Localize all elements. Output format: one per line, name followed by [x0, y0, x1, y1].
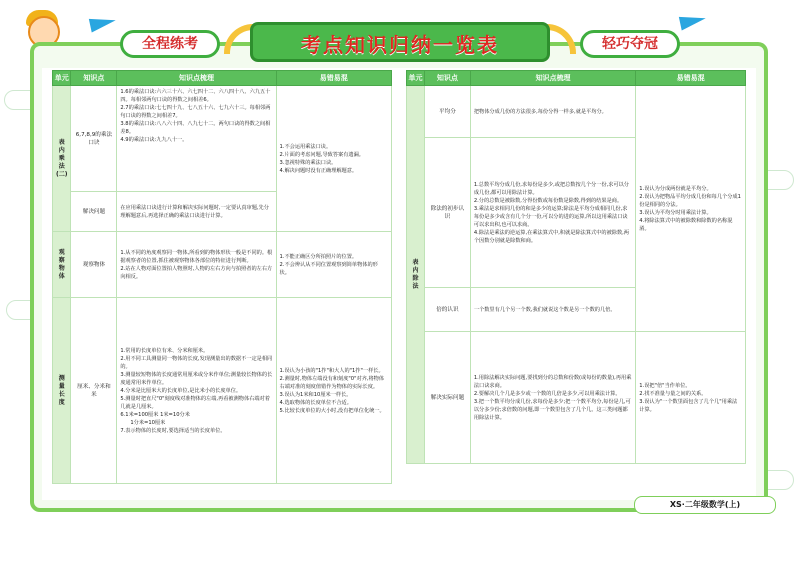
footer-label: XS·二年级数学(上) — [634, 496, 776, 514]
table-row — [53, 232, 392, 298]
knowledge-point: 解决问题 — [71, 192, 117, 232]
table-row — [53, 298, 392, 484]
summary-cell: 一个数里有几个另一个数,我们就说这个数是另一个数的几倍。 — [470, 288, 635, 332]
unit-cell: 表内除法 — [407, 86, 425, 464]
col-point-header: 知识点 — [71, 71, 117, 86]
paper-plane-icon — [679, 11, 707, 30]
table-header-row — [407, 71, 746, 86]
table-row — [407, 86, 746, 138]
knowledge-point: 倍的认识 — [424, 288, 470, 332]
col-summary-header: 知识点梳理 — [470, 71, 635, 86]
col-unit-header: 单元 — [407, 71, 425, 86]
left-knowledge-table — [52, 70, 392, 484]
table-row — [53, 86, 392, 192]
col-mistakes-header: 易错易混 — [636, 71, 746, 86]
table-header-row — [53, 71, 392, 86]
summary-cell: 1.从不同的角度观察同一物体,所看到的物体形状一般是不同的。根据观察者的位置,抓住被观察物体各部位的特征进行判断。 2.站在人物对面位置拍人物照时,人物的左右方向与拍照者的左右方向相反。 — [117, 232, 276, 298]
title-banner — [250, 22, 550, 62]
col-summary-header: 知识点梳理 — [117, 71, 276, 86]
unit-cell: 观察物体 — [53, 232, 71, 298]
summary-cell: 1.6的乘法口诀:六六三十六、六七四十二、六八四十八、六九五十四。每相邻两句口诀的得数之间相差6。 2.7的乘法口诀:七七四十九、七八五十六、七九六十三。每相邻两句口诀的得数之间相差7。 3.8的乘法口诀:八八六十四、八九七十二。两句口诀的得数之间相差8。 4.9的乘法口诀:九九八十一。 — [117, 86, 276, 192]
page-title: 考点知识归纳一览表 — [301, 33, 499, 57]
knowledge-point: 厘米、分米和米 — [71, 298, 117, 484]
summary-cell: 1.用除法解决实际问题,要找到分的总数和份数(或每份的数量),再用乘法口诀求商。 2.要解决几个几是多少或一个数的几倍是多少,可以用乘法计算。 3.把一个数平均分成几份,求每份是多少;把一个数平均分,每份是几,可以分多少份;求倍数的问题,即一个数里包含了几个几。这三类问题都用除法计算。 — [470, 332, 635, 464]
mistakes-cell: 1.不能正确区分所拍照片的位置。 2.不会辨认从不同位置观察到简单物体的形状。 — [276, 232, 391, 298]
mistakes-cell: 1.误认为分成两份就是平均分。 2.误认为把物品平均分成几份和每几个分成1份是相同的分法。 3.误认为平均分时用乘法计算。 4.将除法算式中的被除数和除数的名称混淆。 — [636, 86, 746, 332]
knowledge-point: 观察物体 — [71, 232, 117, 298]
unit-cell: 表内乘法(二) — [53, 86, 71, 232]
summary-cell: 把物体分成几份的方法很多,每份分得一样多,就是平均分。 — [470, 86, 635, 138]
knowledge-point: 平均分 — [424, 86, 470, 138]
mistakes-cell: 1.误认为小孩的"1拃"和大人的"1拃"一样长。 2.测量时,物体左端没有和刻度"0"对齐,将物体右端对准的刻度值错作为物体的实际长度。 3.误认为1米和10厘米一样长。 4.选取物体的长度单位不合适。 5.比较长度单位的大小时,没有把单位化统一。 — [276, 298, 391, 484]
unit-cell: 测量长度 — [53, 298, 71, 484]
mistakes-cell: 1.误把"倍"当作单位。 2.找不准量与量之间的关系。 3.误认为"一个数里面包含了几个几"用乘法计算。 — [636, 332, 746, 464]
badge-right: 轻巧夺冠 — [580, 30, 680, 58]
col-unit-header: 单元 — [53, 71, 71, 86]
summary-cell: 1.常用的长度单位有米、分米和厘米。 2.用不同工具测量同一物体的长度,发现测量出的数据不一定是相同的。 3.测量较短物体的长度通常用厘米或分米作单位;测量较长物体的长度通常用米作单位。 4.分米是比厘米大的长度单位,是比米小的长度单位。 5.测量时把直尺"0"刻度线对准物体的左端,再看被测物体右端对着几就是几厘米。 6.1米=100厘米 1米=10分米 1分米=10厘米 7.表示物体的长度时,要选择适当的长度单位。 — [117, 298, 276, 484]
col-point-header: 知识点 — [424, 71, 470, 86]
knowledge-point: 除法的初步认识 — [424, 138, 470, 288]
paper-plane-icon — [89, 13, 117, 32]
knowledge-point: 解决实际问题 — [424, 332, 470, 464]
badge-left: 全程练考 — [120, 30, 220, 58]
table-row — [407, 332, 746, 464]
summary-cell: 1.总数平均分成几份,求每份是多少,或把总数按几个分一份,求可以分成几份,都可以用除法计算。 2.分的总数是被除数,分得份数或每份数是除数,得到的结果是商。 3.乘法是求相同几份的和是多少的运算;除法是平均分成相同几份,求每份是多少或含有几个分一份,可以分的进的运算,所以这用乘法口诀可以求出积,也可以求商。 4.除法是乘法的逆运算,在乘法算式中,积就是除法算式中的被除数,两个因数分别就是除数和商。 — [470, 138, 635, 288]
mistakes-cell: 1.不会运用乘法口诀。 2.片面的考虑问题,导致答案有遗漏。 3.忽视特殊的乘法口诀。 4.解决问题时没有正确理解题意。 — [276, 86, 391, 232]
col-mistakes-header: 易错易混 — [276, 71, 391, 86]
knowledge-point: 6,7,8,9的乘法口诀 — [71, 86, 117, 192]
summary-cell: 在应用乘法口诀进行计算和解决实际问题时,一定要认真审题,先分理解题意后,再选择正确的乘法口诀进行计算。 — [117, 192, 276, 232]
right-knowledge-table — [406, 70, 746, 464]
